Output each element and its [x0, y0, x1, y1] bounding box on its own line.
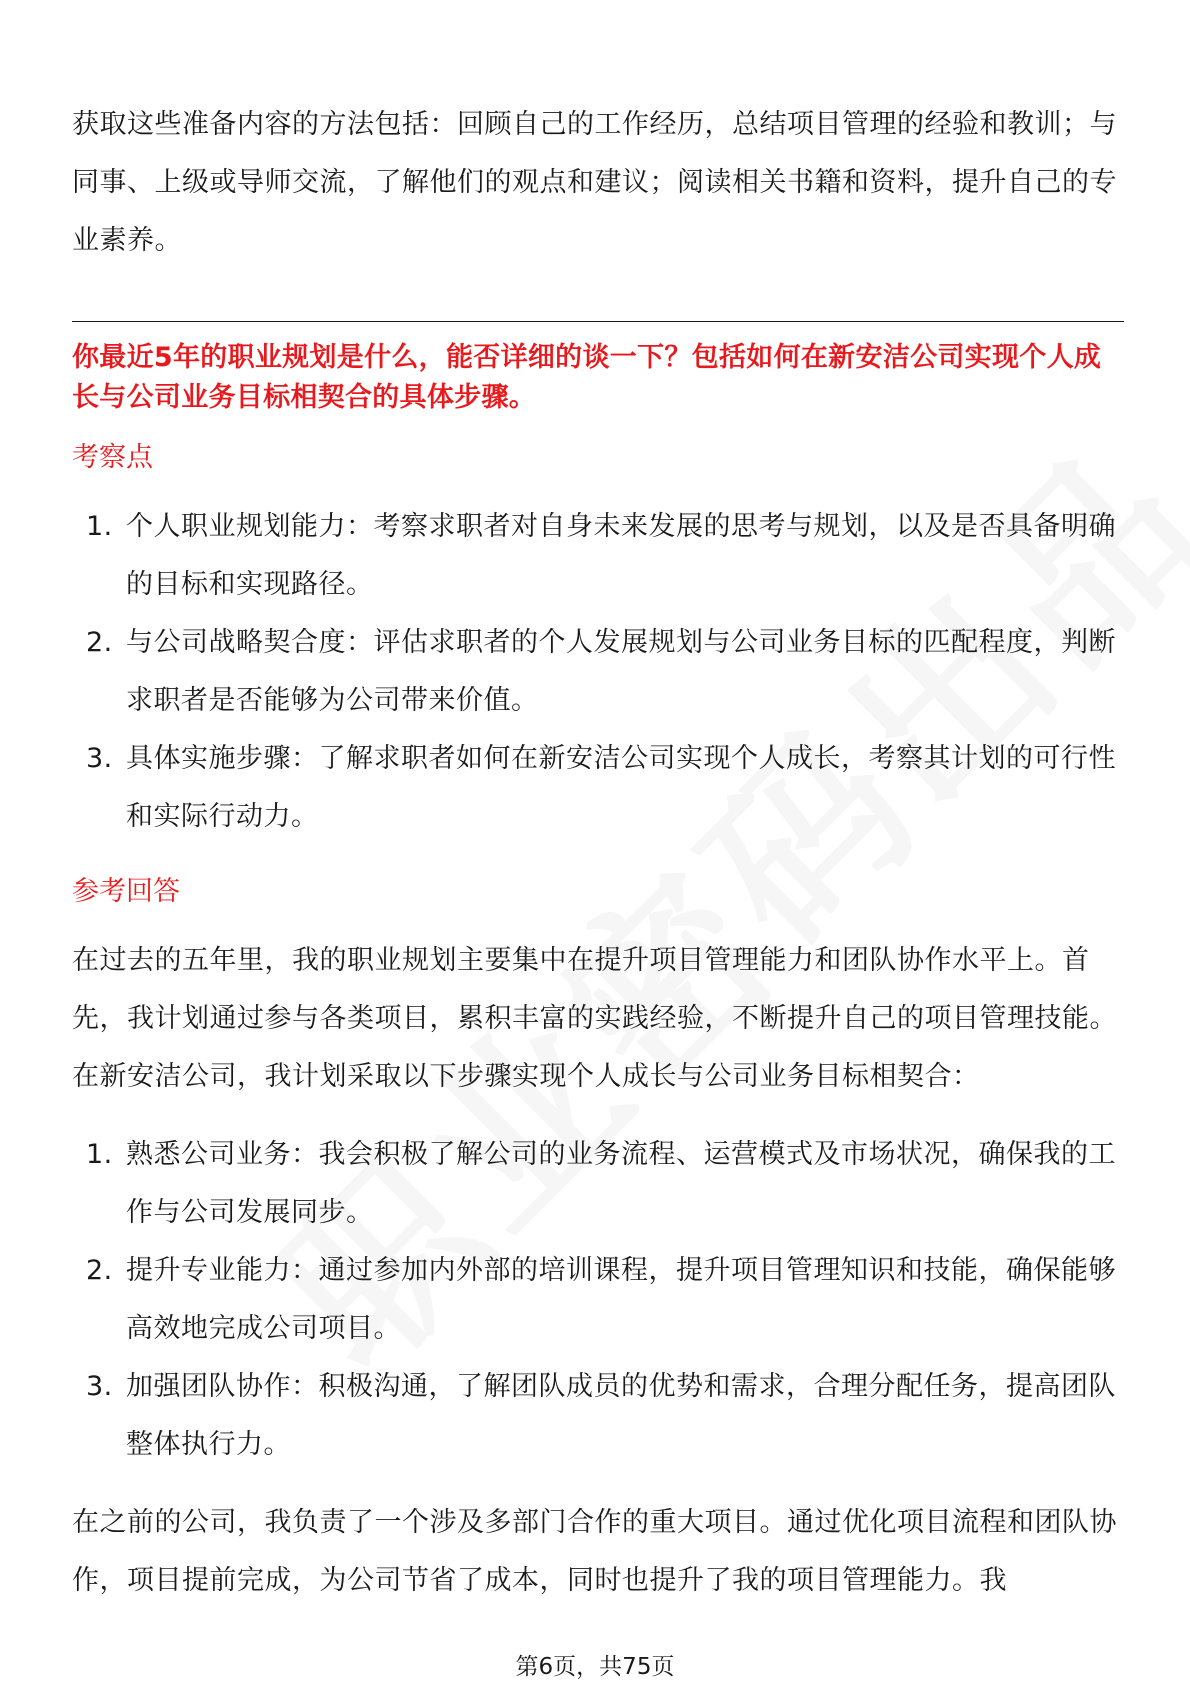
list-item-text: 熟悉公司业务：我会积极了解公司的业务流程、运营模式及市场状况，确保我的工作与公司发展同步。 — [126, 1139, 1116, 1228]
list-number: 2. — [86, 1255, 113, 1286]
reference-list — [72, 1126, 1122, 1474]
reference-heading: 参考回答 — [72, 876, 180, 907]
list-number: 1. — [86, 1139, 113, 1170]
list-item-text: 与公司战略契合度：评估求职者的个人发展规划与公司业务目标的匹配程度，判断求职者是否能够为公司带来价值。 — [126, 627, 1116, 716]
list-item-text: 具体实施步骤：了解求职者如何在新安洁公司实现个人成长，考察其计划的可行性和实际行动力。 — [126, 743, 1116, 832]
list-item — [72, 1358, 1122, 1474]
page-content — [72, 96, 1122, 1610]
list-number: 3. — [86, 1371, 113, 1402]
assessment-list — [72, 498, 1122, 846]
closing-paragraph: 在之前的公司，我负责了一个涉及多部门合作的重大项目。通过优化项目流程和团队协作，项目提前完成，为公司节省了成本，同时也提升了我的项目管理能力。我 — [72, 1507, 1117, 1596]
assessment-heading: 考察点 — [72, 442, 153, 473]
list-item — [72, 730, 1122, 846]
list-number: 2. — [86, 627, 113, 658]
section-divider — [72, 321, 1124, 322]
intro-paragraph: 获取这些准备内容的方法包括：回顾自己的工作经历，总结项目管理的经验和教训；与同事、上级或导师交流，了解他们的观点和建议；阅读相关书籍和资料，提升自己的专业素养。 — [72, 109, 1117, 256]
page-footer: 第6页，共75页 — [515, 1654, 675, 1680]
list-number: 3. — [86, 743, 113, 774]
question-heading: 你最近5年的职业规划是什么，能否详细的谈一下？包括如何在新安洁公司实现个人成长与公司业务目标相契合的具体步骤。 — [72, 342, 1102, 413]
list-item — [72, 1126, 1122, 1242]
list-item — [72, 1242, 1122, 1358]
list-item — [72, 614, 1122, 730]
list-item-text: 提升专业能力：通过参加内外部的培训课程，提升项目管理知识和技能，确保能够高效地完成公司项目。 — [126, 1255, 1116, 1344]
list-item — [72, 498, 1122, 614]
list-item-text: 个人职业规划能力：考察求职者对自身未来发展的思考与规划，以及是否具备明确的目标和实现路径。 — [126, 511, 1116, 600]
list-number: 1. — [86, 511, 113, 542]
list-item-text: 加强团队协作：积极沟通，了解团队成员的优势和需求，合理分配任务，提高团队整体执行力。 — [126, 1371, 1116, 1460]
reference-paragraph: 在过去的五年里，我的职业规划主要集中在提升项目管理能力和团队协作水平上。首先，我计划通过参与各类项目，累积丰富的实践经验，不断提升自己的项目管理技能。在新安洁公司，我计划采取以下步骤实现个人成长与公司业务目标相契合： — [72, 945, 1117, 1092]
